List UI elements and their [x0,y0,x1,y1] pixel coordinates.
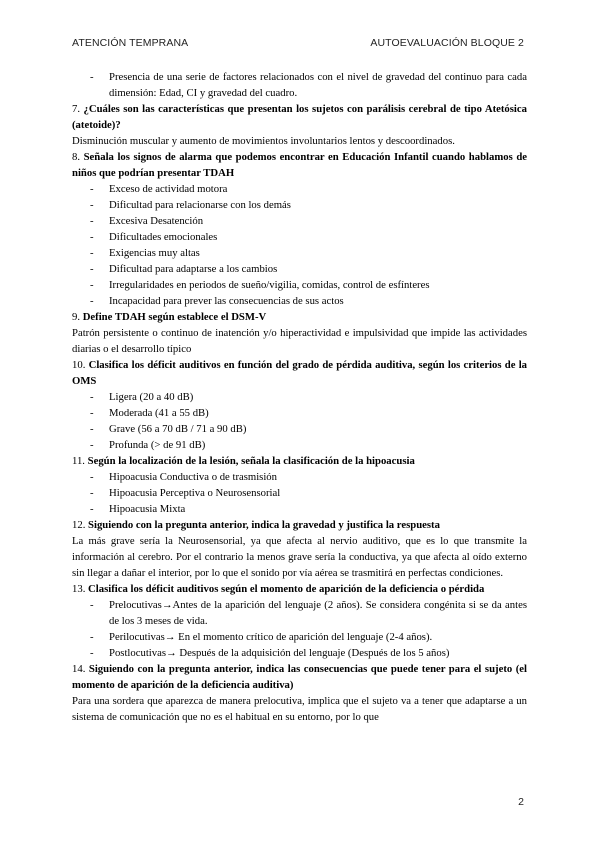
question-10 [72,357,527,389]
question-9 [72,309,527,325]
answer-10-list [72,389,527,453]
list-item-text: Dificultades emocionales [109,231,218,243]
list-item-text: Irregularidades en periodos de sueño/vigilia, comidas, control de esfínteres [109,279,430,291]
list-item: - Hipoacusia Conductiva o de trasmisión [90,471,277,483]
question-title: Señala los signos de alarma que podemos encontrar en Educación Infantil cuando hablamos de niños que podrían presentar TDAH [72,151,528,179]
question-title: Clasifica los déficit auditivos en función del grado de pérdida auditiva, según los criterios de la OMS [72,359,528,387]
answer-7: Disminución muscular y aumento de movimientos involuntarios lentos y descoordinados. [72,135,455,147]
list-item: - Hipoacusia Perceptiva o Neurosensorial [90,487,281,499]
list-item: - Exigencias muy altas [90,247,200,259]
list-item-text: Dificultad para adaptarse a los cambios [109,263,278,275]
question-number: 11. [72,455,85,467]
answer-14: Para una sordera que aparezca de manera prelocutiva, implica que el sujeto va a tener que adaptarse a un sistema de comunicación que no es el habitual en su entorno, por lo que [72,695,527,723]
list-item: - Dificultades emocionales [90,231,218,243]
question-13 [72,581,527,597]
answer-9: Patrón persistente o continuo de inatención y/o hiperactividad e impulsividad que impide las actividades diarias o el desarrollo típico [72,327,527,355]
list-item: - Irregularidades en periodos de sueño/vigilia, comidas, control de esfínteres [90,279,430,291]
answer-8-list [72,181,527,309]
list-item-text: Perilocutivas→ En el momento crítico de aparición del lenguaje (2-4 años). [109,631,433,643]
question-number: 9. [72,311,81,323]
list-item-text: Grave (56 a 70 dB / 71 a 90 dB) [109,423,247,435]
list-item: - Dificultad para adaptarse a los cambios [90,263,278,275]
question-title: Siguiendo con la pregunta anterior, indica las consecuencias que puede tener para el sujeto (el momento de aparición de la deficiencia auditiva) [72,663,528,691]
header-right: AUTOEVALUACIÓN BLOQUE 2 [370,37,524,49]
answer-11-list [72,469,527,517]
list-item: - Prelocutivas→Antes de la aparición del lenguaje (2 años). Se considera congénita si se da antes de los 3 meses de vida. [90,599,527,627]
question-title: Define TDAH según establece el DSM-V [82,311,267,323]
question-number: 12. [72,519,86,531]
question-title: Clasifica los déficit auditivos según el momento de aparición de la deficiencia o pérdida [88,583,485,595]
list-item-text: Moderada (41 a 55 dB) [109,407,209,419]
list-item: - Presencia de una serie de factores relacionados con el nivel de gravedad del continuo para cada dimensión: Edad, CI y gravedad del cuadro. [90,71,527,99]
list-item: - Hipoacusia Mixta [90,503,186,515]
list-item: - Dificultad para relacionarse con los demás [90,199,291,211]
list-item: - Ligera (20 a 40 dB) [90,391,194,403]
list-item: - Exceso de actividad motora [90,183,228,195]
list-item-text: Postlocutivas→ Después de la adquisición del lenguaje (Después de los 5 años) [109,647,450,659]
list-item: - Perilocutivas→ En el momento crítico de aparición del lenguaje (2-4 años). [90,631,433,643]
list-item-text: Presencia de una serie de factores relacionados con el nivel de gravedad del continuo para cada dimensión: Edad, CI y gravedad del cuadro. [109,71,527,99]
list-item-text: Hipoacusia Conductiva o de trasmisión [109,471,277,483]
list-item: - Grave (56 a 70 dB / 71 a 90 dB) [90,423,247,435]
answer-12: La más grave sería la Neurosensorial, ya que afecta al nervio auditivo, que es lo que transmite la información al cerebro. Por el contrario la menos grave sería la conductiva, ya que afecta al oído externo sin llegar a dañar el interior, por lo que el sonido por vía aérea se trasmitirá en perfectas condiciones. [72,535,527,579]
list-item-text: Profunda (> de 91 dB) [109,439,206,451]
list-item-text: Hipoacusia Mixta [109,503,186,515]
list-item-text: Incapacidad para prever las consecuencias de sus actos [109,295,344,307]
list-item-text: Excesiva Desatención [109,215,204,227]
list-item: - Postlocutivas→ Después de la adquisición del lenguaje (Después de los 5 años) [90,647,450,659]
question-number: 10. [72,359,86,371]
list-item-text: Exigencias muy altas [109,247,200,259]
header-left: ATENCIÓN TEMPRANA [72,37,189,49]
list-item: - Excesiva Desatención [90,215,204,227]
page-content [72,69,527,725]
question-11 [72,453,527,469]
list-item-text: Prelocutivas→Antes de la aparición del lenguaje (2 años). Se considera congénita si se da antes de los 3 meses de vida. [109,599,527,627]
list-item: - Incapacidad para prever las consecuencias de sus actos [90,295,344,307]
list-item-text: Hipoacusia Perceptiva o Neurosensorial [109,487,281,499]
question-8 [72,149,527,181]
question-7 [72,101,527,133]
question-number: 7. [72,103,81,115]
answer-13-list [72,597,527,661]
page-number: 2 [518,796,524,808]
list-item-text: Dificultad para relacionarse con los demás [109,199,291,211]
question-number: 8. [72,151,81,163]
question-title: Siguiendo con la pregunta anterior, indica la gravedad y justifica la respuesta [88,519,440,531]
list-item: - Profunda (> de 91 dB) [90,439,206,451]
list-item: - Moderada (41 a 55 dB) [90,407,209,419]
list-item-text: Ligera (20 a 40 dB) [109,391,194,403]
intro-list [72,69,527,101]
question-number: 14. [72,663,86,675]
question-title: Según la localización de la lesión, señala la clasificación de la hipoacusia [87,455,415,467]
question-14 [72,661,527,693]
question-number: 13. [72,583,86,595]
question-12 [72,517,527,533]
question-title: ¿Cuáles son las características que presentan los sujetos con parálisis cerebral de tipo Atetósica (atetoide)? [72,103,527,131]
list-item-text: Exceso de actividad motora [109,183,228,195]
